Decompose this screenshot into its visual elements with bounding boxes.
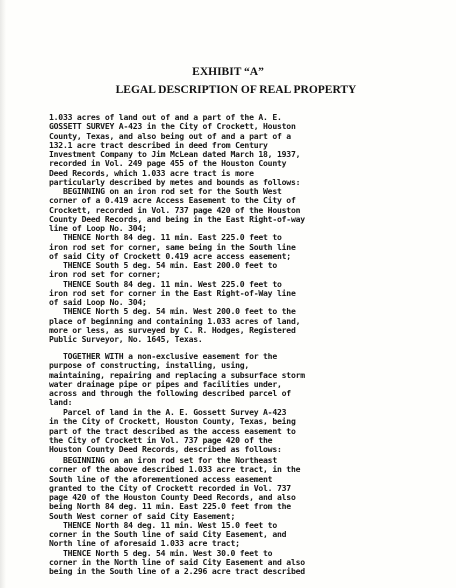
text-line: water drainage pipe or pipes and facilities under, <box>49 378 282 389</box>
text-line: GOSSETT SURVEY A-423 in the City of Crockett, Houston <box>49 121 296 132</box>
text-line: THENCE North 5 deg. 54 min. West 30.0 feet to <box>49 547 273 558</box>
text-line: North line of aforesaid 1.033 acre tract; <box>49 538 240 549</box>
text-line: THENCE North 5 deg. 54 min. West 200.0 feet to the <box>49 306 296 317</box>
text-line: 1.033 acres of land out of and a part of the A. E. <box>49 112 282 122</box>
exhibit-title: EXHIBIT “A” <box>192 66 264 78</box>
paragraph-parcel <box>49 408 296 454</box>
text-line: 132.1 acre tract described in deed from Century <box>49 139 268 150</box>
text-line: land: <box>49 397 73 408</box>
paragraph-tract-description <box>49 113 305 344</box>
text-line: being in the South line of a 2.296 acre tract described <box>49 566 305 576</box>
text-line: THENCE North 84 deg. 11 min. West 15.0 feet to <box>49 519 277 530</box>
text-line: being North 84 deg. 11 min. East 225.0 feet from the <box>49 501 291 512</box>
text-line: part of the tract described as the access easement to <box>49 425 296 436</box>
text-line: corner in the South line of said City Easement, and <box>49 529 287 539</box>
legal-description-heading: LEGAL DESCRIPTION OF REAL PROPERTY <box>115 84 357 96</box>
paragraph-easement-grant <box>49 352 305 408</box>
text-line: iron rod set for corner in the East Right-of-Way line <box>49 287 296 298</box>
text-line: place of beginning and containing 1.033 acres of land, <box>49 315 301 326</box>
text-line: Deed Records, which 1.033 acre tract is more <box>49 167 254 178</box>
paragraph-easement-bounds <box>49 456 305 576</box>
text-line: the City of Crockett in Vol. 737 page 420 of the <box>49 434 273 445</box>
text-line: Investment Company to Jim McLean dated March 18, 1937, <box>49 149 301 159</box>
text-line: corner of the above described 1.033 acre tract, in the <box>49 464 301 475</box>
text-line: South line of the aforementioned access easement <box>49 473 273 484</box>
text-line: THENCE South 5 deg. 54 min. East 200.0 feet to <box>49 260 277 270</box>
text-line: more or less, as surveyed by C. R. Hodges, Registered <box>49 324 296 335</box>
text-line: of said City of Crockett 0.419 acre access easement; <box>49 250 291 261</box>
text-line: recorded in Vol. 249 page 455 of the Houston County <box>49 158 287 169</box>
text-line: Parcel of land in the A. E. Gossett Survey A-423 <box>49 407 287 417</box>
scan-shadow <box>0 0 6 588</box>
text-line: THENCE South 84 deg. 11 min. West 225.0 feet to <box>49 278 282 289</box>
text-line: maintaining, repairing and replacing a subsurface storm <box>49 369 305 380</box>
text-line: line of Loop No. 304; <box>49 223 147 233</box>
text-line: across and through the following described parcel of <box>49 388 291 398</box>
text-line: iron rod set for corner; <box>49 269 161 280</box>
text-line: BEGINNING on an iron rod set for the Northeast <box>49 455 277 465</box>
text-line: granted to the City of Crockett recorded in Vol. 737 <box>49 482 291 493</box>
text-line: TOGETHER WITH a non-exclusive easement for the <box>49 351 277 361</box>
text-line: BEGINNING on an iron rod set for the South West <box>49 186 282 196</box>
text-line: South West corner of said City Easement; <box>49 510 236 521</box>
text-line: particularly described by metes and bounds as follows: <box>49 176 301 187</box>
text-line: County Deed Records, and being in the East Right-of-way <box>49 213 305 224</box>
text-line: page 420 of the Houston County Deed Records, and also <box>49 492 296 502</box>
text-line: County, Texas, and also being out of and a part of a <box>49 130 291 141</box>
text-line: Houston County Deed Records, described as follows: <box>49 444 282 454</box>
text-line: of said Loop No. 304; <box>49 297 147 307</box>
text-line: Crockett, recorded in Vol. 737 page 420 of the Houston <box>49 204 301 215</box>
text-line: corner in the North line of said City Easement and also <box>49 556 305 567</box>
text-line: iron rod set for corner, same being in the South line <box>49 241 296 252</box>
text-line: purpose of constructing, installing, using, <box>49 360 250 371</box>
text-line: Public Surveyor, No. 1645, Texas. <box>49 334 203 344</box>
text-line: corner of a 0.419 acre Access Easement to the City of <box>49 195 296 206</box>
text-line: THENCE North 84 deg. 11 min. East 225.0 feet to <box>49 232 282 243</box>
text-line: in the City of Crockett, Houston County, Texas, being <box>49 416 296 427</box>
